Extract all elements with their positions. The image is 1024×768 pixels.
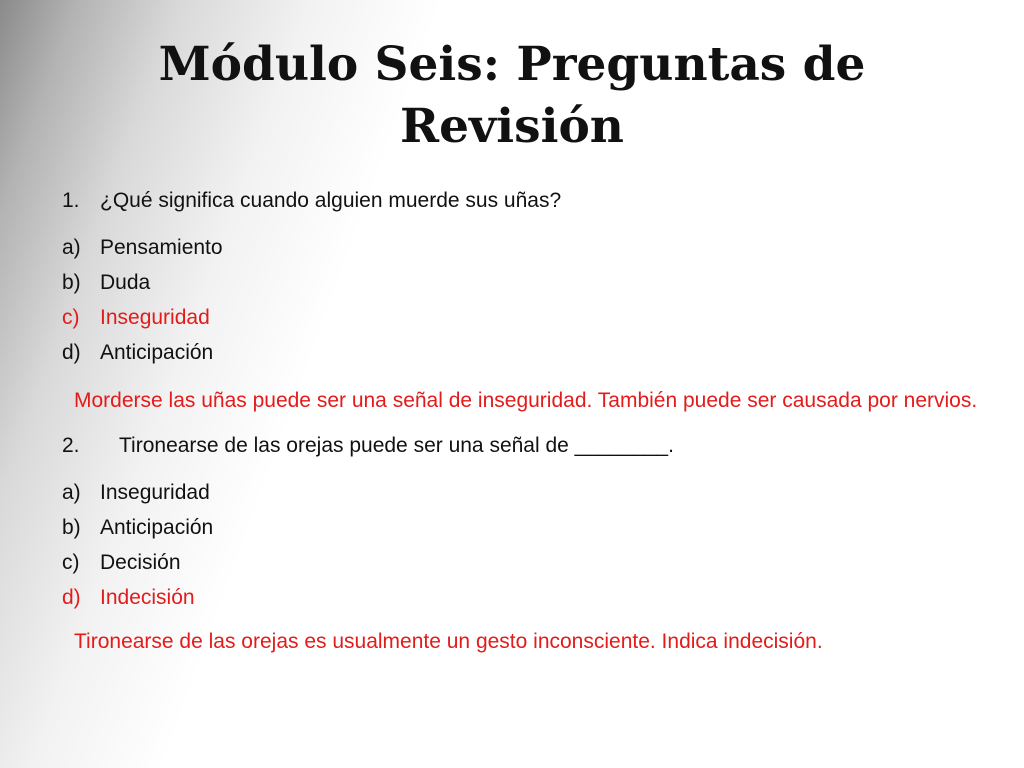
option-item <box>62 230 962 265</box>
option-item-correct <box>62 580 962 615</box>
option-letter: a) <box>62 481 81 504</box>
option-item <box>62 545 962 580</box>
question-text: ¿Qué significa cuando alguien muerde sus uñas? <box>100 189 562 212</box>
option-text: Indecisión <box>100 586 195 609</box>
question-2-explanation: Tironearse de las orejas es usualmente un gesto inconsciente. Indica indecisión. <box>74 630 823 653</box>
option-item-correct <box>62 300 962 335</box>
option-letter: b) <box>62 516 81 539</box>
option-item <box>62 335 962 370</box>
option-text: Duda <box>100 271 151 294</box>
question-2 <box>62 428 962 463</box>
option-text: Pensamiento <box>100 236 223 259</box>
option-text: Anticipación <box>100 341 214 364</box>
question-1-options <box>62 230 962 370</box>
option-letter: d) <box>62 341 81 364</box>
slide-content <box>62 183 978 657</box>
question-text: Tironearse de las orejas puede ser una señal de ________. <box>119 434 674 457</box>
question-1 <box>62 183 962 218</box>
option-item <box>62 475 962 510</box>
option-text: Decisión <box>100 551 181 574</box>
option-letter: c) <box>62 306 80 329</box>
option-letter: a) <box>62 236 81 259</box>
option-letter: c) <box>62 551 80 574</box>
option-item <box>62 510 962 545</box>
option-item <box>62 265 962 300</box>
slide-title: Módulo Seis: Preguntas de Revisión <box>158 37 866 154</box>
option-text: Anticipación <box>100 516 214 539</box>
question-1-explanation: Morderse las uñas puede ser una señal de inseguridad. También puede ser causada por nervios. <box>74 389 978 412</box>
question-2-options <box>62 475 962 615</box>
option-text: Inseguridad <box>100 306 210 329</box>
question-number: 1. <box>62 189 80 212</box>
option-letter: b) <box>62 271 81 294</box>
question-number: 2. <box>62 434 80 457</box>
option-text: Inseguridad <box>100 481 210 504</box>
option-letter: d) <box>62 586 81 609</box>
